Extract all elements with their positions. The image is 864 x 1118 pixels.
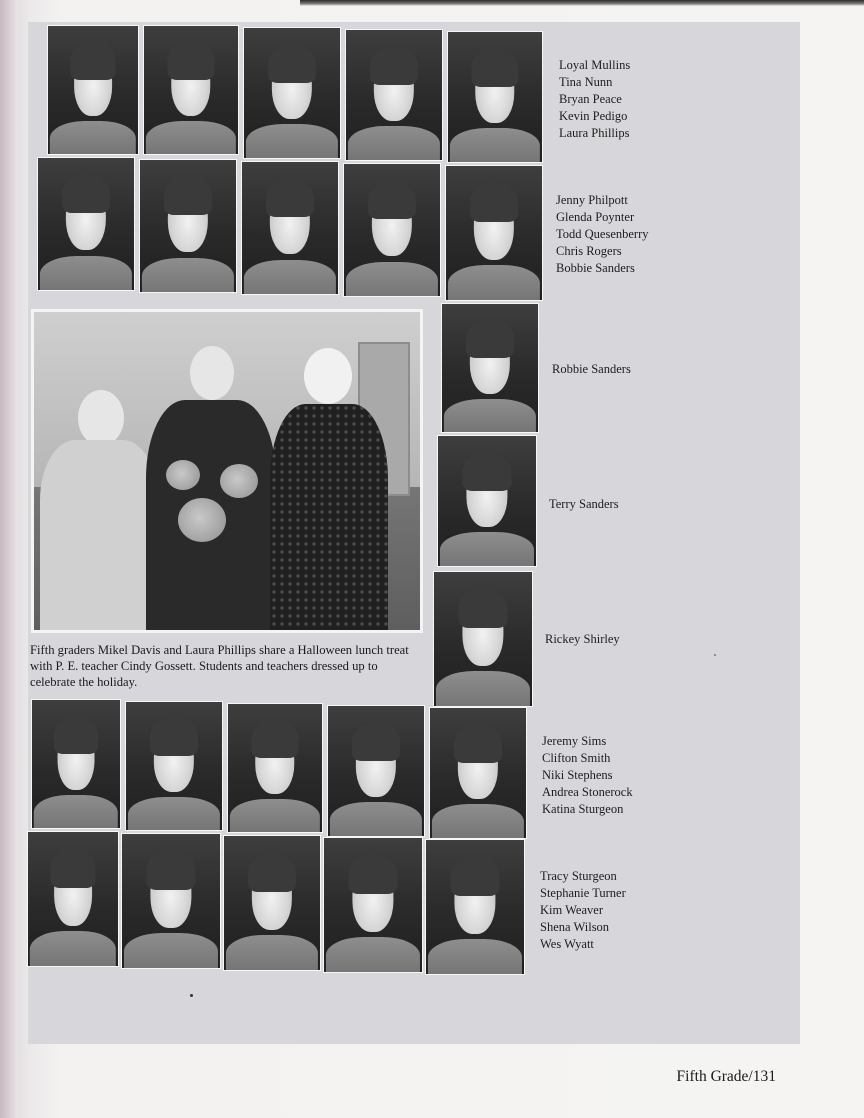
portrait-row3-3 bbox=[228, 704, 322, 832]
portrait-row4-4 bbox=[324, 838, 422, 972]
student-name: Bobbie Sanders bbox=[556, 261, 635, 275]
page-footer: Fifth Grade/131 bbox=[676, 1068, 776, 1085]
name-list-row3 bbox=[542, 733, 633, 818]
portrait-row3-2 bbox=[126, 702, 222, 830]
portrait-row3-1 bbox=[32, 700, 120, 828]
student-name: Wes Wyatt bbox=[540, 937, 594, 951]
portrait-row2-1 bbox=[38, 158, 134, 290]
portrait-row3-4 bbox=[328, 706, 424, 836]
portrait-row2-2 bbox=[140, 160, 236, 292]
student-name: Bryan Peace bbox=[559, 92, 622, 106]
student-name: Terry Sanders bbox=[549, 497, 619, 511]
name-list-row2 bbox=[556, 192, 649, 277]
portrait-row4-5 bbox=[426, 840, 524, 974]
portrait-row4-1 bbox=[28, 832, 118, 966]
student-name: Jeremy Sims bbox=[542, 734, 607, 748]
student-name: Kim Weaver bbox=[540, 903, 603, 917]
student-name: Laura Phillips bbox=[559, 126, 630, 140]
portrait-row3-5 bbox=[430, 708, 526, 838]
student-name: Niki Stephens bbox=[542, 768, 613, 782]
photo-caption: Fifth graders Mikel Davis and Laura Phillips share a Halloween lunch treat with P. E. teacher Cindy Gossett. Students and teachers dressed up to celebrate the holiday. bbox=[30, 643, 409, 689]
student-name: Robbie Sanders bbox=[552, 362, 631, 376]
student-name: Glenda Poynter bbox=[556, 210, 635, 224]
student-name: Todd Quesenberry bbox=[556, 227, 649, 241]
student-name: Loyal Mullins bbox=[559, 58, 631, 72]
student-name: Kevin Pedigo bbox=[559, 109, 628, 123]
portrait-column-3 bbox=[434, 572, 532, 706]
name-list-row4 bbox=[540, 868, 626, 953]
portrait-row2-5 bbox=[446, 166, 542, 300]
student-name: Stephanie Turner bbox=[540, 886, 626, 900]
student-name: Jenny Philpott bbox=[556, 193, 628, 207]
student-name: Katina Sturgeon bbox=[542, 802, 624, 816]
portrait-row1-2 bbox=[144, 26, 238, 154]
print-speck bbox=[190, 994, 193, 997]
book-spine bbox=[0, 0, 18, 1118]
student-name: Chris Rogers bbox=[556, 244, 622, 258]
portrait-row4-3 bbox=[224, 836, 320, 970]
name-list-row1 bbox=[559, 57, 630, 142]
halloween-candid-photo bbox=[34, 312, 420, 630]
student-name: Shena Wilson bbox=[540, 920, 610, 934]
portrait-column-1 bbox=[442, 304, 538, 432]
portrait-column-2 bbox=[438, 436, 536, 566]
student-name: Tina Nunn bbox=[559, 75, 613, 89]
print-speck bbox=[714, 654, 716, 656]
student-name: Tracy Sturgeon bbox=[540, 869, 617, 883]
portrait-row1-5 bbox=[448, 32, 542, 162]
student-name: Rickey Shirley bbox=[545, 632, 620, 646]
portrait-row4-2 bbox=[122, 834, 220, 968]
student-name: Clifton Smith bbox=[542, 751, 611, 765]
portrait-row2-3 bbox=[242, 162, 338, 294]
portrait-row1-4 bbox=[346, 30, 442, 160]
portrait-row1-3 bbox=[244, 28, 340, 158]
page-top-edge bbox=[300, 0, 864, 6]
student-name: Andrea Stonerock bbox=[542, 785, 633, 799]
portrait-row2-4 bbox=[344, 164, 440, 296]
portrait-row1-1 bbox=[48, 26, 138, 154]
